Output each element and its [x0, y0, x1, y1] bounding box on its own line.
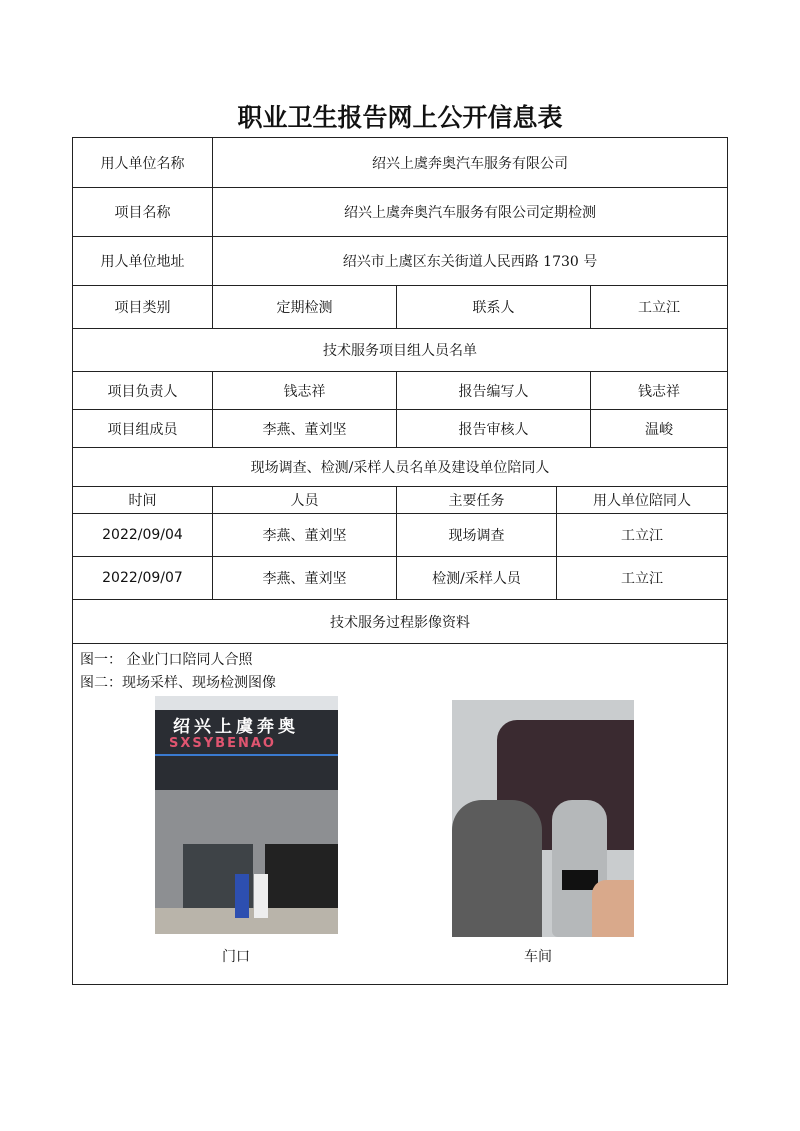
survey-task: 现场调查	[396, 513, 557, 557]
address-label: 用人单位地址	[72, 236, 213, 286]
figure-2-label: 图二：现场采样、现场检测图像	[80, 675, 276, 691]
workshop-caption: 车间	[524, 949, 552, 965]
category-label: 项目类别	[72, 285, 213, 329]
members-label: 项目组成员	[72, 409, 213, 448]
survey-escort: 工立江	[556, 513, 728, 557]
address: 绍兴市上虞区东关街道人民西路 1730 号	[212, 236, 728, 286]
images-header: 技术服务过程影像资料	[72, 599, 728, 644]
survey-escort: 工立江	[556, 556, 728, 600]
survey-date: 2022/09/07	[72, 556, 213, 600]
project-name-label: 项目名称	[72, 187, 213, 237]
employer-name-label: 用人单位名称	[72, 137, 213, 188]
writer: 钱志祥	[590, 371, 728, 410]
survey-task: 检测/采样人员	[396, 556, 557, 600]
col-people: 人员	[212, 486, 397, 514]
team-header: 技术服务项目组人员名单	[72, 328, 728, 372]
survey-date: 2022/09/04	[72, 513, 213, 557]
sign-en: SXSYBENAO	[169, 736, 276, 751]
writer-label: 报告编写人	[396, 371, 591, 410]
entrance-photo	[155, 696, 338, 934]
leader-label: 项目负责人	[72, 371, 213, 410]
category: 定期检测	[212, 285, 397, 329]
contact: 工立江	[590, 285, 728, 329]
entrance-caption: 门口	[222, 949, 250, 965]
reviewer: 温峻	[590, 409, 728, 448]
sign-cn: 绍兴上虞奔奥	[173, 717, 299, 737]
leader: 钱志祥	[212, 371, 397, 410]
col-time: 时间	[72, 486, 213, 514]
members: 李燕、董刘坚	[212, 409, 397, 448]
project-name: 绍兴上虞奔奥汽车服务有限公司定期检测	[212, 187, 728, 237]
col-escort: 用人单位陪同人	[556, 486, 728, 514]
page-title: 职业卫生报告网上公开信息表	[237, 103, 563, 132]
contact-label: 联系人	[396, 285, 591, 329]
survey-people: 李燕、董刘坚	[212, 556, 397, 600]
survey-header: 现场调查、检测/采样人员名单及建设单位陪同人	[72, 447, 728, 487]
col-task: 主要任务	[396, 486, 557, 514]
reviewer-label: 报告审核人	[396, 409, 591, 448]
employer-name: 绍兴上虞奔奥汽车服务有限公司	[212, 137, 728, 188]
survey-people: 李燕、董刘坚	[212, 513, 397, 557]
workshop-photo	[452, 700, 634, 937]
figure-1-label: 图一： 企业门口陪同人合照	[80, 652, 253, 668]
